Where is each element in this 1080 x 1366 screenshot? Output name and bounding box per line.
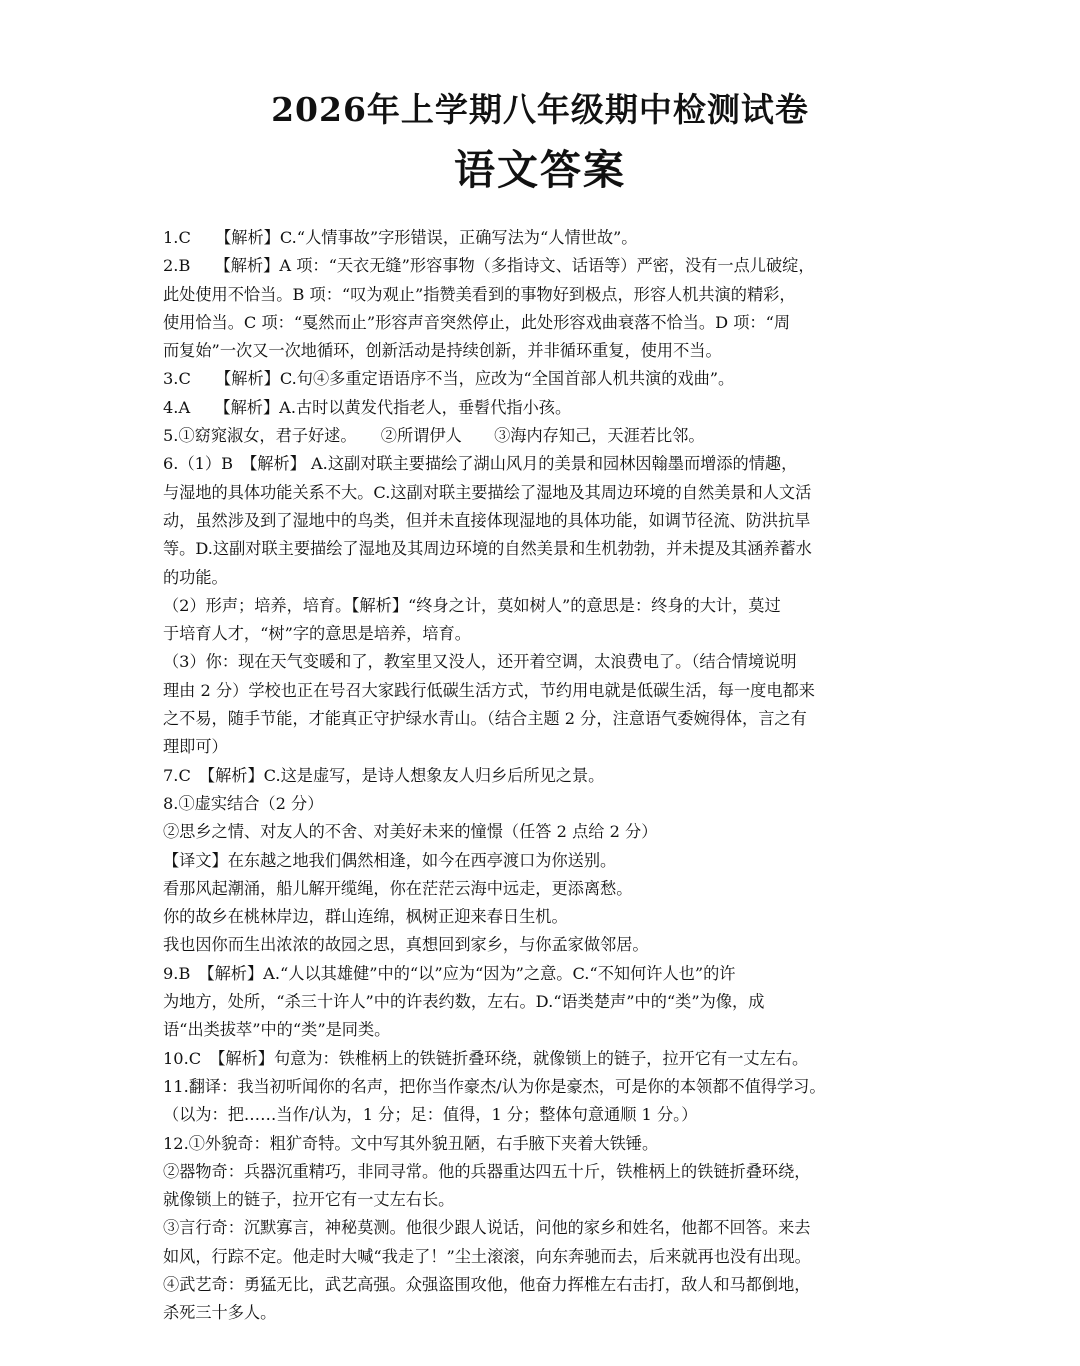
answer-line: 8.①虚实结合（2 分）: [163, 793, 324, 813]
answer-line: 10.C 【解析】句意为：铁椎柄上的铁链折叠环绕，就像锁上的链子，拉开它有一丈左右。: [163, 1048, 809, 1068]
answer-line: 理即可）: [163, 737, 228, 757]
answer-line: 如风，行踪不定。他走时大喊“我走了！”尘土滚滚，向东奔驰而去，后来就再也没有出现。: [163, 1246, 811, 1266]
answer-line: 11.翻译：我当初听闻你的名声，把你当作豪杰/认为你是豪杰，可是你的本领都不值得学习。: [163, 1076, 826, 1096]
answer-line: 之不易，随手节能，才能真正守护绿水青山。（结合主题 2 分，注意语气委婉得体，言之有: [163, 709, 807, 729]
answer-line: 此处使用不恰当。B 项：“叹为观止”指赞美看到的事物好到极点，形容人机共演的精彩，: [163, 284, 796, 304]
answer-line: 2.B 【解析】A 项：“天衣无缝”形容事物（多指诗文、话语等）严密，没有一点儿破绽，: [163, 256, 815, 276]
answer-line: 7.C 【解析】C.这是虚写，是诗人想象友人归乡后所见之景。: [163, 765, 605, 785]
answer-line: 1.C 【解析】C.“人情事故”字形错误，正确写法为“人情世故”。: [163, 228, 638, 247]
answer-line: 就像锁上的链子，拉开它有一丈左右长。: [163, 1190, 455, 1210]
answer-line: 我也因你而生出浓浓的故园之思，真想回到家乡，与你孟家做邻居。: [163, 935, 649, 955]
answer-line: 5.①窈窕淑女，君子好逑。 ②所谓伊人 ③海内存知己，天涯若比邻。: [163, 426, 705, 446]
answer-line: （2）形声；培养，培育。【解析】“终身之计，莫如树人”的意思是：终身的大计，莫过: [163, 595, 781, 615]
answer-line: 理由 2 分）学校也正在号召大家践行低碳生活方式，节约用电就是低碳生活，每一度电都来: [163, 680, 815, 700]
answer-line: 而复始”一次又一次地循环，创新活动是持续创新，并非循环重复，使用不当。: [163, 341, 722, 361]
answer-line: 9.B 【解析】A.“人以其雄健”中的“以”应为“因为”之意。C.“不知何许人也”的许: [163, 963, 736, 983]
answer-line: 与湿地的具体功能关系不大。C.这副对联主要描绘了湿地及其周边环境的自然美景和人文活: [163, 482, 812, 502]
answer-line: 使用恰当。C 项：“戛然而止”形容声音突然停止，此处形容戏曲衰落不恰当。D 项：“周: [163, 312, 791, 332]
answer-line: ②思乡之情、对友人的不舍、对美好未来的憧憬（任答 2 点给 2 分）: [163, 822, 658, 842]
answer-line: 等。D.这副对联主要描绘了湿地及其周边环境的自然美景和生机勃勃，并未提及其涵养蓄水: [163, 539, 812, 559]
answer-line: 4.A 【解析】A.古时以黄发代指老人，垂髫代指小孩。: [163, 397, 572, 417]
answer-line: ②器物奇：兵器沉重精巧，非同寻常。他的兵器重达四五十斤，铁椎柄上的铁链折叠环绕，: [163, 1161, 811, 1181]
answer-line: ④武艺奇：勇猛无比，武艺高强。众强盗围攻他，他奋力挥椎左右击打，敌人和马都倒地，: [163, 1274, 811, 1294]
answer-line: 动，虽然涉及到了湿地中的鸟类，但并未直接体现湿地的具体功能，如调节径流、防洪抗旱: [163, 510, 811, 530]
answer-line: ③言行奇：沉默寡言，神秘莫测。他很少跟人说话，问他的家乡和姓名，他都不回答。来去: [163, 1218, 811, 1238]
answer-subtitle: 语文答案: [454, 146, 626, 194]
answer-body: [163, 224, 917, 1328]
answer-line: 的功能。: [163, 567, 228, 587]
answer-line: 语“出类拔萃”中的“类”是同类。: [163, 1020, 391, 1040]
answer-line: 看那风起潮涌，船儿解开缆绳，你在茫茫云海中远走，更添离愁。: [163, 878, 633, 898]
answer-line: 杀死三十多人。: [163, 1303, 277, 1323]
answer-line: （以为：把……当作/认为，1 分；足：值得，1 分；整体句意通顺 1 分。）: [163, 1105, 698, 1125]
answer-line: （3）你：现在天气变暖和了，教室里又没人，还开着空调，太浪费电了。（结合情境说明: [163, 652, 797, 672]
exam-title: 2026年上学期八年级期中检测试卷: [271, 90, 809, 129]
answer-line: 你的故乡在桃林岸边，群山连绵，枫树正迎来春日生机。: [163, 907, 568, 927]
answer-line: 12.①外貌奇：粗犷奇特。文中写其外貌丑陋，右手腋下夹着大铁锤。: [163, 1133, 659, 1153]
answer-line: 于培育人才，“树”字的意思是培养，培育。: [163, 624, 471, 644]
answer-line: 【译文】在东越之地我们偶然相逢，如今在西亭渡口为你送别。: [163, 850, 617, 870]
answer-line: 3.C 【解析】C.句④多重定语语序不当，应改为“全国首部人机共演的戏曲”。: [163, 369, 735, 389]
answer-line: 为地方，处所，“杀三十许人”中的许表约数，左右。D.“语类楚声”中的“类”为像，成: [163, 992, 765, 1012]
answer-line: 6.（1）B 【解析】 A.这副对联主要描绘了湖山风月的美景和园林因翰墨而增添的情趣，: [163, 454, 798, 474]
